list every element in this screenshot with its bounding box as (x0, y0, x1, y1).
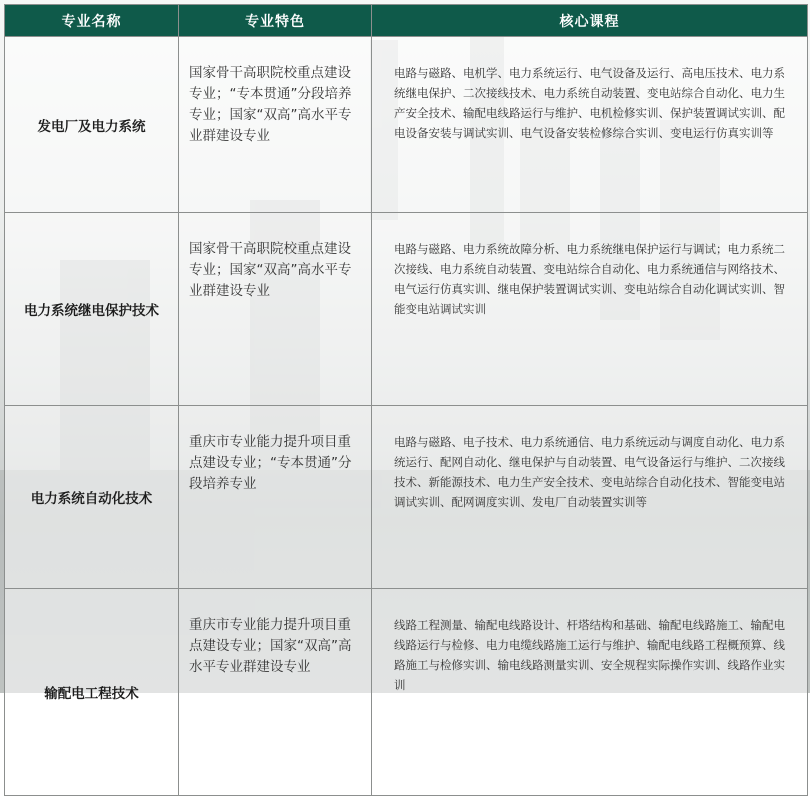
core-courses-cell: 电路与磁路、电力系统故障分析、电力系统继电保护运行与调试；电力系统二次接线、电力系统自动装置、变电站综合自动化、电力系统通信与网络技术、电气运行仿真实训、继电保护装置调试实训、变电站综合自动化调试实训、智能变电站调试实训 (372, 213, 808, 406)
major-feature-cell: 国家骨干高职院校重点建设专业；“专本贯通”分段培养专业；国家“双高”高水平专业群建设专业 (179, 37, 372, 213)
table-row (5, 589, 808, 796)
table-row (5, 37, 808, 213)
core-courses-cell: 电路与磁路、电机学、电力系统运行、电气设备及运行、高电压技术、电力系统继电保护、二次接线技术、电力系统自动装置、变电站综合自动化、电力生产安全技术、输配电线路运行与维护、电机检修实训、保护装置调试实训、配电设备安装与调试实训、电气设备安装检修综合实训、变电运行仿真实训等 (372, 37, 808, 213)
major-name-cell: 输配电工程技术 (5, 589, 179, 796)
core-courses-cell: 线路工程测量、输配电线路设计、杆塔结构和基础、输配电线路施工、输配电线路运行与检修、电力电缆线路施工运行与维护、输配电线路工程概预算、线路施工与检修实训、输电线路测量实训、安全规程实际操作实训、线路作业实训 (372, 589, 808, 796)
major-feature-cell: 国家骨干高职院校重点建设专业；国家“双高”高水平专业群建设专业 (179, 213, 372, 406)
major-feature-cell: 重庆市专业能力提升项目重点建设专业；“专本贯通”分段培养专业 (179, 406, 372, 589)
header-core-courses: 核心课程 (372, 5, 808, 37)
core-courses-cell: 电路与磁路、电子技术、电力系统通信、电力系统远动与调度自动化、电力系统运行、配网自动化、继电保护与自动装置、电气设备运行与维护、二次接线技术、新能源技术、电力生产安全技术、变电站综合自动化技术、智能变电站调试实训、配网调度实训、发电厂自动装置实训等 (372, 406, 808, 589)
table-row (5, 406, 808, 589)
table-row (5, 213, 808, 406)
major-name-cell: 电力系统自动化技术 (5, 406, 179, 589)
major-table (4, 4, 808, 796)
header-major-name: 专业名称 (5, 5, 179, 37)
major-name-cell: 电力系统继电保护技术 (5, 213, 179, 406)
major-name-cell: 发电厂及电力系统 (5, 37, 179, 213)
major-feature-cell: 重庆市专业能力提升项目重点建设专业；国家“双高”高水平专业群建设专业 (179, 589, 372, 796)
header-major-feature: 专业特色 (179, 5, 372, 37)
header-row (5, 5, 808, 37)
